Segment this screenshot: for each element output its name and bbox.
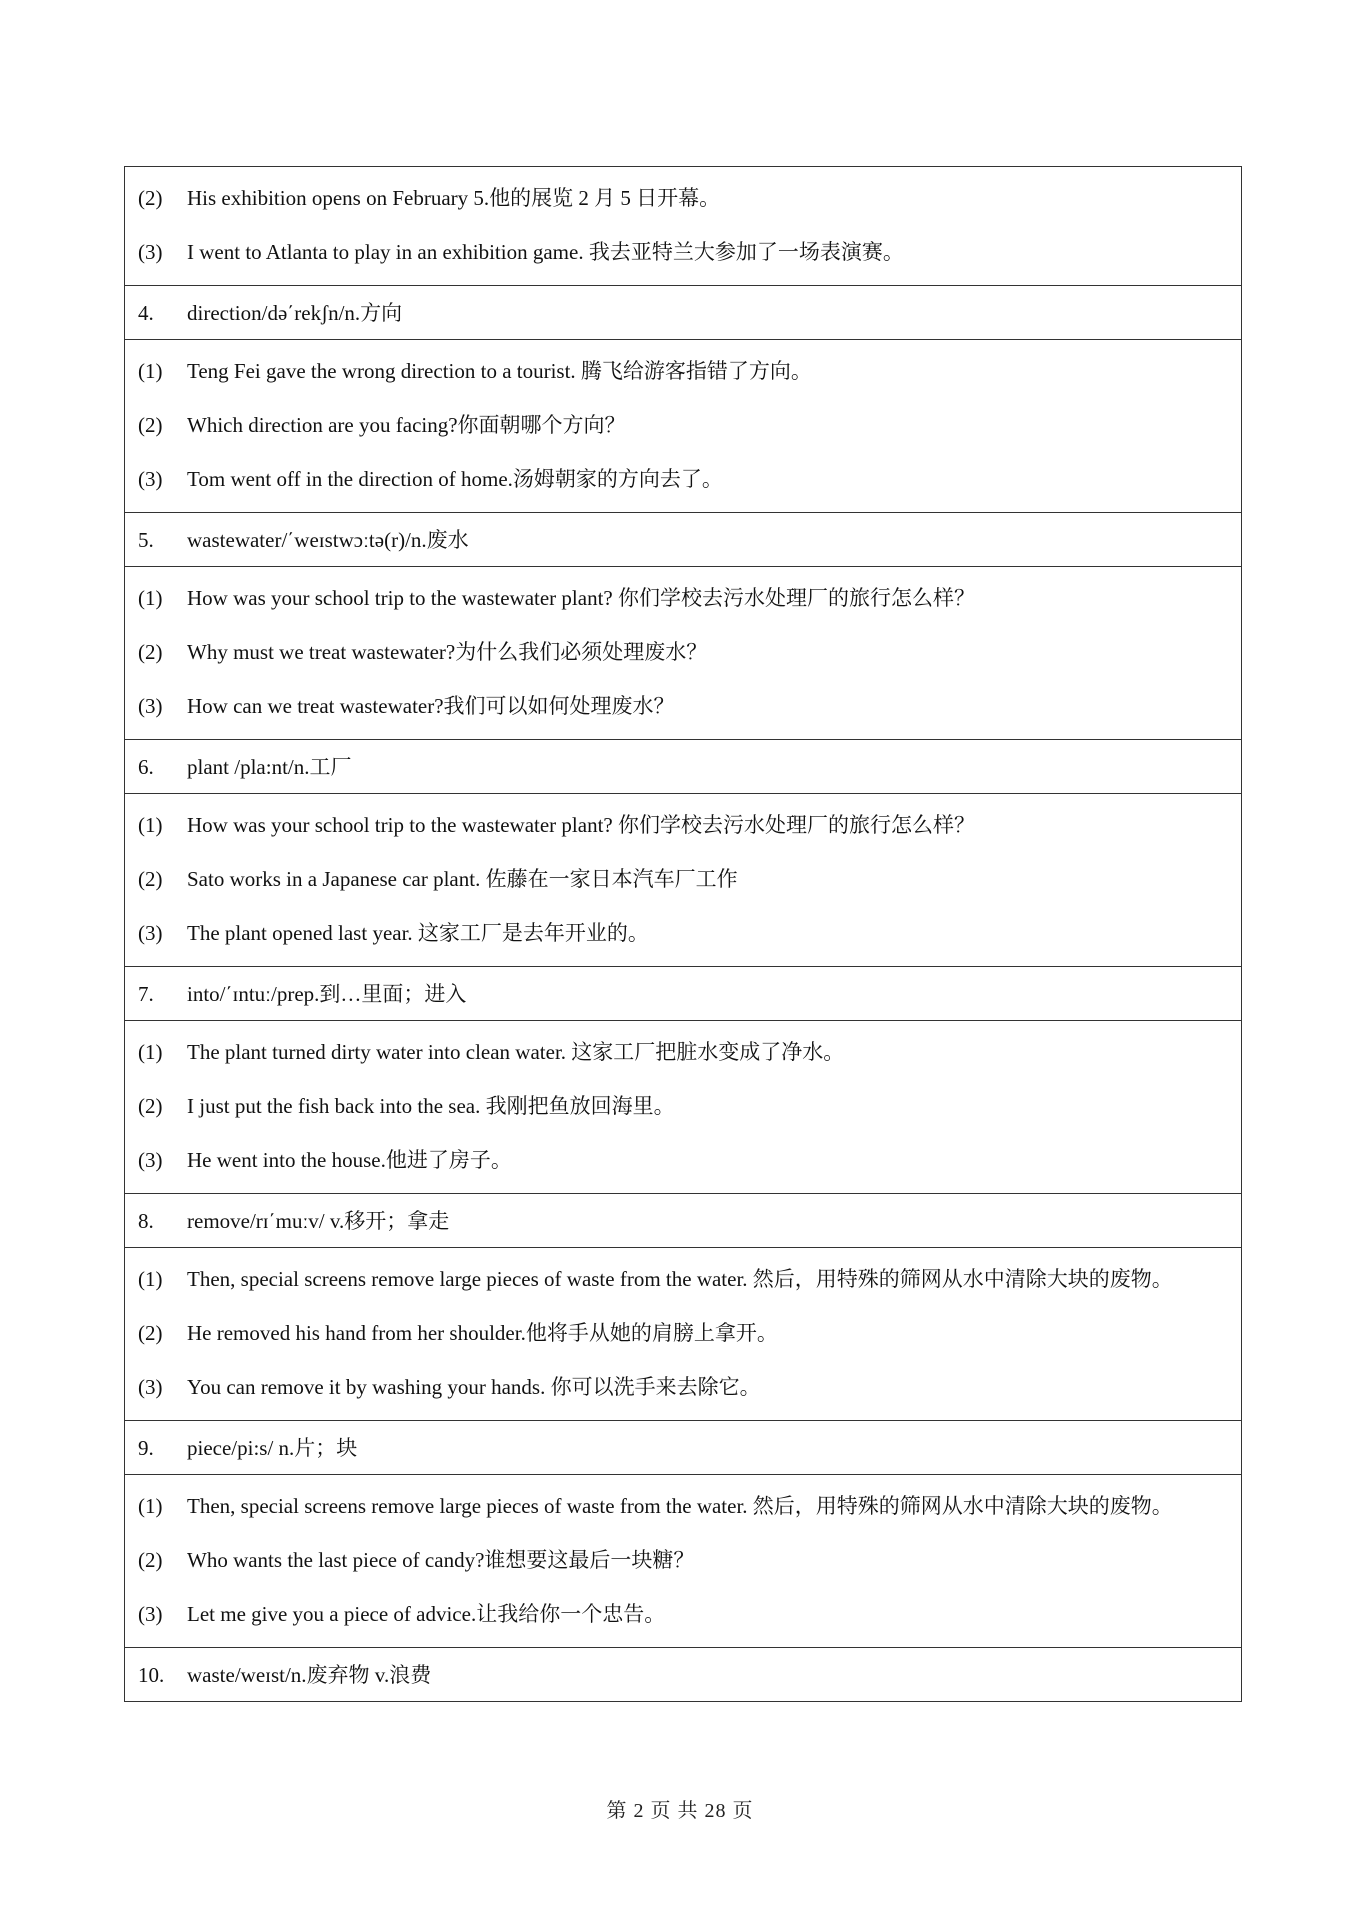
word-definition: waste/weɪst/n.废弃物 v.浪费 <box>187 1662 432 1687</box>
word-number: 9. <box>138 1435 154 1460</box>
example-number: (3) <box>138 1148 163 1172</box>
example-text: He removed his hand from her shoulder.他将手从她的肩膀上拿开。 <box>187 1321 778 1345</box>
example-number: (3) <box>138 1602 163 1626</box>
example-number: (3) <box>138 921 163 945</box>
word-header-row <box>125 739 1241 793</box>
example-sentence <box>125 1079 1241 1133</box>
example-sentence <box>125 1306 1241 1360</box>
example-sentence <box>125 625 1241 679</box>
example-sentence <box>125 171 1241 225</box>
example-number: (3) <box>138 467 163 491</box>
word-header <box>125 1194 459 1248</box>
example-text: You can remove it by washing your hands. 你可以洗手来去除它。 <box>187 1375 761 1399</box>
word-number: 7. <box>138 981 154 1006</box>
example-sentence <box>125 398 1241 452</box>
page-footer: 第 2 页 共 28 页 <box>606 1800 754 1822</box>
example-group <box>125 1247 1241 1420</box>
example-sentence <box>125 1479 1241 1533</box>
word-header <box>125 967 476 1021</box>
word-number: 5. <box>138 527 154 552</box>
example-number: (1) <box>138 586 163 610</box>
example-sentence <box>125 225 1241 279</box>
example-sentence <box>125 679 1241 733</box>
example-group <box>125 339 1241 512</box>
example-number: (1) <box>138 813 163 837</box>
example-number: (2) <box>138 1548 163 1572</box>
example-sentence <box>125 852 1241 906</box>
example-sentence <box>125 1360 1241 1414</box>
word-header-row <box>125 1647 1241 1701</box>
example-text: He went into the house.他进了房子。 <box>187 1148 512 1172</box>
example-number: (3) <box>138 1375 163 1399</box>
word-header-row <box>125 285 1241 339</box>
example-text: Which direction are you facing?你面朝哪个方向？ <box>187 413 626 437</box>
example-number: (3) <box>138 240 163 264</box>
word-definition: wastewater/΄weɪstwɔːtə(r)/n.废水 <box>187 527 469 552</box>
example-text: Who wants the last piece of candy?谁想要这最后一块糖？ <box>187 1548 695 1572</box>
example-sentence <box>125 906 1241 960</box>
word-definition: piece/pi:s/ n.片；块 <box>187 1435 358 1460</box>
word-number: 10. <box>138 1662 165 1687</box>
example-text: How can we treat wastewater?我们可以如何处理废水？ <box>187 694 675 718</box>
example-text: His exhibition opens on February 5.他的展览 2 月 5 日开幕。 <box>187 186 721 210</box>
example-sentence <box>125 1587 1241 1641</box>
example-number: (2) <box>138 1321 163 1345</box>
word-header-row <box>125 512 1241 566</box>
word-number: 6. <box>138 754 154 779</box>
example-number: (2) <box>138 413 163 437</box>
example-number: (1) <box>138 1267 163 1291</box>
example-sentence <box>125 1533 1241 1587</box>
example-sentence <box>125 798 1241 852</box>
example-text: Teng Fei gave the wrong direction to a tourist. 腾飞给游客指错了方向。 <box>187 359 812 383</box>
example-text: Tom went off in the direction of home.汤姆朝家的方向去了。 <box>187 467 723 491</box>
word-header <box>125 286 412 340</box>
example-number: (1) <box>138 1494 163 1518</box>
example-sentence <box>125 452 1241 506</box>
example-group <box>125 167 1241 285</box>
example-text: Let me give you a piece of advice.让我给你一个忠告。 <box>187 1602 666 1626</box>
example-text: How was your school trip to the wastewater plant? 你们学校去污水处理厂的旅行怎么样？ <box>187 813 975 837</box>
example-sentence <box>125 344 1241 398</box>
example-sentence <box>125 571 1241 625</box>
example-text: Then, special screens remove large pieces of waste from the water. 然后，用特殊的筛网从水中清除大块的废物。 <box>187 1494 1173 1518</box>
word-header <box>125 1648 441 1702</box>
example-number: (2) <box>138 186 163 210</box>
word-header-row <box>125 966 1241 1020</box>
word-header <box>125 513 479 567</box>
example-text: The plant opened last year. 这家工厂是去年开业的。 <box>187 921 649 945</box>
example-sentence <box>125 1025 1241 1079</box>
word-header-row <box>125 1420 1241 1474</box>
example-group <box>125 1020 1241 1193</box>
example-number: (2) <box>138 1094 163 1118</box>
example-sentence <box>125 1133 1241 1187</box>
example-text: How was your school trip to the wastewater plant? 你们学校去污水处理厂的旅行怎么样？ <box>187 586 975 610</box>
word-definition: direction/də΄rekʃn/n.方向 <box>187 300 403 325</box>
example-group <box>125 793 1241 966</box>
example-text: I just put the fish back into the sea. 我刚把鱼放回海里。 <box>187 1094 675 1118</box>
example-number: (1) <box>138 359 163 383</box>
word-definition: into/΄ɪntuː/prep.到…里面；进入 <box>187 981 467 1006</box>
example-text: I went to Atlanta to play in an exhibition game. 我去亚特兰大参加了一场表演赛。 <box>187 240 904 264</box>
example-number: (2) <box>138 867 163 891</box>
vocabulary-table <box>124 166 1242 1702</box>
example-group <box>125 566 1241 739</box>
example-number: (2) <box>138 640 163 664</box>
example-number: (3) <box>138 694 163 718</box>
word-header <box>125 1421 367 1475</box>
word-header-row <box>125 1193 1241 1247</box>
word-definition: plant /pla:nt/n.工厂 <box>187 754 352 779</box>
example-text: Then, special screens remove large pieces of waste from the water. 然后，用特殊的筛网从水中清除大块的废物。 <box>187 1267 1173 1291</box>
example-text: Sato works in a Japanese car plant. 佐藤在一家日本汽车厂工作 <box>187 867 738 891</box>
example-group <box>125 1474 1241 1647</box>
word-header <box>125 740 361 794</box>
example-text: The plant turned dirty water into clean water. 这家工厂把脏水变成了净水。 <box>187 1040 845 1064</box>
word-number: 8. <box>138 1208 154 1233</box>
example-text: Why must we treat wastewater?为什么我们必须处理废水？ <box>187 640 708 664</box>
example-sentence <box>125 1252 1241 1306</box>
word-number: 4. <box>138 300 154 325</box>
word-definition: remove/rɪ΄muːv/ v.移开；拿走 <box>187 1208 450 1233</box>
example-number: (1) <box>138 1040 163 1064</box>
